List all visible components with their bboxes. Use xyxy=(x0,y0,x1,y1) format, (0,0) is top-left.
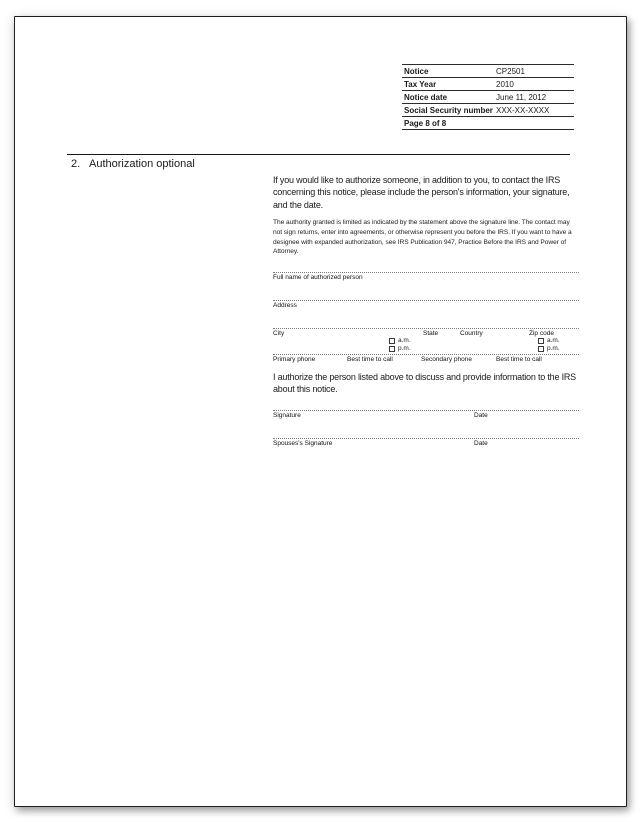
am-checkbox[interactable] xyxy=(389,338,395,344)
authorize-statement: I authorize the person listed above to discuss and provide information to the IRS about this notice. xyxy=(273,372,576,395)
notice-label: Notice xyxy=(404,66,429,76)
best-time-checkboxes-secondary xyxy=(538,338,560,353)
section-divider xyxy=(67,154,570,155)
signature-line xyxy=(273,410,579,411)
primary-phone-label: Primary phone xyxy=(273,356,316,363)
ssn-label: Social Security number xyxy=(404,105,493,115)
notice-info-table xyxy=(402,64,574,130)
address-line xyxy=(273,300,579,301)
secondary-phone-label: Secondary phone xyxy=(421,356,472,363)
am-label: a.m. xyxy=(547,337,560,344)
pm-label: p.m. xyxy=(398,345,411,352)
document-page xyxy=(14,16,627,807)
table-row xyxy=(402,117,574,130)
city-label: City xyxy=(273,330,285,337)
authorization-section xyxy=(273,174,579,466)
section-heading xyxy=(71,158,195,170)
date-label: Date xyxy=(474,440,488,447)
zip-code-label: Zip code xyxy=(529,330,554,337)
best-time-to-call-label: Best time to call xyxy=(347,356,393,363)
table-row xyxy=(402,65,574,78)
notice-date-value: June 11, 2012 xyxy=(496,92,547,102)
pm-label: p.m. xyxy=(547,345,560,352)
city-state-line xyxy=(273,328,579,329)
full-name-label: Full name of authorized person xyxy=(273,274,363,281)
pm-checkbox[interactable] xyxy=(389,346,395,352)
am-checkbox[interactable] xyxy=(538,338,544,344)
am-label: a.m. xyxy=(398,337,411,344)
signature-label: Signature xyxy=(273,412,301,419)
date-label: Date xyxy=(474,412,488,419)
notice-date-label: Notice date xyxy=(404,92,448,102)
table-row xyxy=(402,78,574,91)
page-number: Page 8 of 8 xyxy=(404,118,447,128)
table-row xyxy=(402,91,574,104)
notice-value: CP2501 xyxy=(496,66,525,76)
spouse-signature-line xyxy=(273,438,579,439)
tax-year-label: Tax Year xyxy=(404,79,437,89)
best-time-to-call-label: Best time to call xyxy=(496,356,542,363)
address-label: Address xyxy=(273,302,297,309)
ssn-value: XXX-XX-XXXX xyxy=(496,105,550,115)
state-label: State xyxy=(423,330,439,337)
section-title: Authorization optional xyxy=(89,158,195,170)
full-name-line xyxy=(273,272,579,273)
phone-line xyxy=(273,354,579,355)
pm-checkbox[interactable] xyxy=(538,346,544,352)
best-time-checkboxes-primary xyxy=(389,338,411,353)
spouse-signature-label: Spouses's Signature xyxy=(273,440,333,447)
table-row xyxy=(402,104,574,117)
country-label: Country xyxy=(460,330,483,337)
tax-year-value: 2010 xyxy=(496,79,514,89)
section-number: 2. xyxy=(71,158,81,170)
fine-print-paragraph: The authority granted is limited as indicated by the statement above the signature line. The contact may not sign returns, enter into agreements, or otherwise represent you before the IRS. If you want to have a designee with expanded authorization, see IRS Publication 947, Practice Before the IRS and Power of Attorney. xyxy=(273,219,572,256)
intro-paragraph: If you would like to authorize someone, in addition to you, to contact the IRS concerning this notice, please include the person's information, your signature, and the date. xyxy=(273,175,570,210)
